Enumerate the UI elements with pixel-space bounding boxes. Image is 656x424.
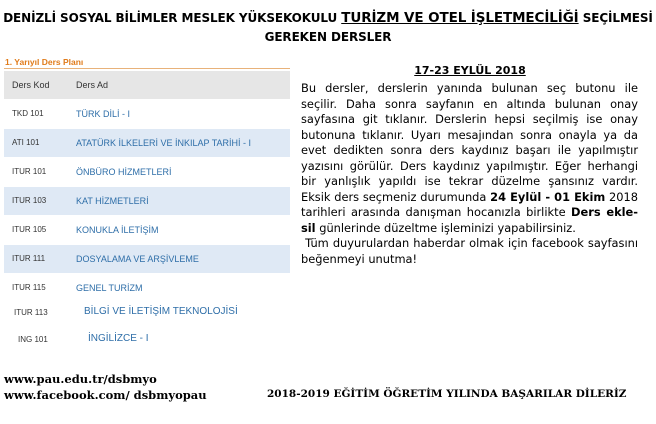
title-program: TURİZM VE OTEL İŞLETMECİLİĞİ xyxy=(341,10,579,26)
extra-course-name-link[interactable]: İNGİLİZCE - I xyxy=(88,333,149,344)
course-code: ITUR 103 xyxy=(12,196,47,205)
plan-title-divider xyxy=(4,68,290,69)
extra-course-code: ITUR 113 xyxy=(14,308,48,317)
instructions-paragraph: Bu dersler, derslerin yanında bulunan seç butonu ile seçilir. Daha sonra sayfanın en altında bulunan onay sayfasına git tıklanır. Derslerin hepsi seçilmiş ise onay butonuna tıklanır. Uyarı mesajından sonra onayla ya da evet dedikten sonra ders kaydınız başarı ile yapılmıştır yazısını görülür. Ders kaydınız yapılmıştır. Eğer herhangi bir yanlışlık yapıldı ise tekrar düzelme şansınız vardır. Eksik ders seçmeniz durumunda 24 Eylül - 01 Ekim 2018 tarihleri arasında danışman hocanızla birlikte Ders ekle-sil günlerinde düzeltme işleminizi yapabilirsiniz. xyxy=(301,81,639,235)
course-name-link[interactable]: KAT HİZMETLERİ xyxy=(76,196,149,206)
table-row xyxy=(4,129,290,158)
course-name-link[interactable]: KONUKLA İLETİŞİM xyxy=(76,225,159,235)
course-name-link[interactable]: GENEL TURİZM xyxy=(76,283,143,293)
facebook-reminder: Tüm duyurulardan haberdar olmak için facebook sayfasını beğenmeyi unutma! xyxy=(301,236,639,266)
course-name-link[interactable]: TÜRK DİLİ - I xyxy=(76,109,131,119)
facebook-link[interactable]: www.facebook.com/ dsbmyopau xyxy=(4,388,207,402)
extra-course-name-link[interactable]: BİLGİ VE İLETİŞİM TEKNOLOJİSİ xyxy=(84,306,238,317)
website-link[interactable]: www.pau.edu.tr/dsbmyo xyxy=(4,372,157,386)
course-code: TKD 101 xyxy=(12,109,44,118)
instructions-text xyxy=(301,81,638,267)
footer-wish: 2018-2019 EĞİTİM ÖĞRETİM YILINDA BAŞARILAR DİLERİZ xyxy=(267,388,627,400)
course-code: ATI 101 xyxy=(12,138,40,147)
table-row xyxy=(4,274,290,303)
add-drop-term: Ders ekle-sil xyxy=(301,205,639,235)
table-row xyxy=(4,158,290,187)
correction-dates: 24 Eylül - 01 Ekim xyxy=(490,189,606,204)
course-table xyxy=(4,71,290,303)
table-header xyxy=(4,71,290,100)
page-title xyxy=(0,10,656,26)
registration-date: 17-23 EYLÜL 2018 xyxy=(414,64,526,77)
table-row xyxy=(4,187,290,216)
course-code: ITUR 111 xyxy=(12,254,46,263)
table-row xyxy=(4,100,290,129)
course-name-link[interactable]: DOSYALAMA VE ARŞİVLEME xyxy=(76,254,199,264)
course-name-link[interactable]: ATATÜRK İLKELERİ VE İNKILAP TARİHİ - I xyxy=(76,138,252,148)
page-subtitle: GEREKEN DERSLER xyxy=(264,30,392,44)
plan-title: 1. Yarıyıl Ders Planı xyxy=(5,57,84,67)
course-code: ITUR 105 xyxy=(12,225,47,234)
course-code: ITUR 101 xyxy=(12,167,47,176)
course-code: ITUR 115 xyxy=(12,283,46,292)
course-name-link[interactable]: ÖNBÜRO HİZMETLERİ xyxy=(76,167,172,177)
column-header-code: Ders Kod xyxy=(12,80,50,90)
table-row xyxy=(4,216,290,245)
title-suffix: SEÇİLMESİ xyxy=(582,11,653,25)
extra-course-code: ING 101 xyxy=(18,335,48,344)
table-row xyxy=(4,245,290,274)
column-header-name: Ders Ad xyxy=(76,80,109,90)
title-school: DENİZLİ SOSYAL BİLİMLER MESLEK YÜKSEKOKULU xyxy=(3,11,338,25)
